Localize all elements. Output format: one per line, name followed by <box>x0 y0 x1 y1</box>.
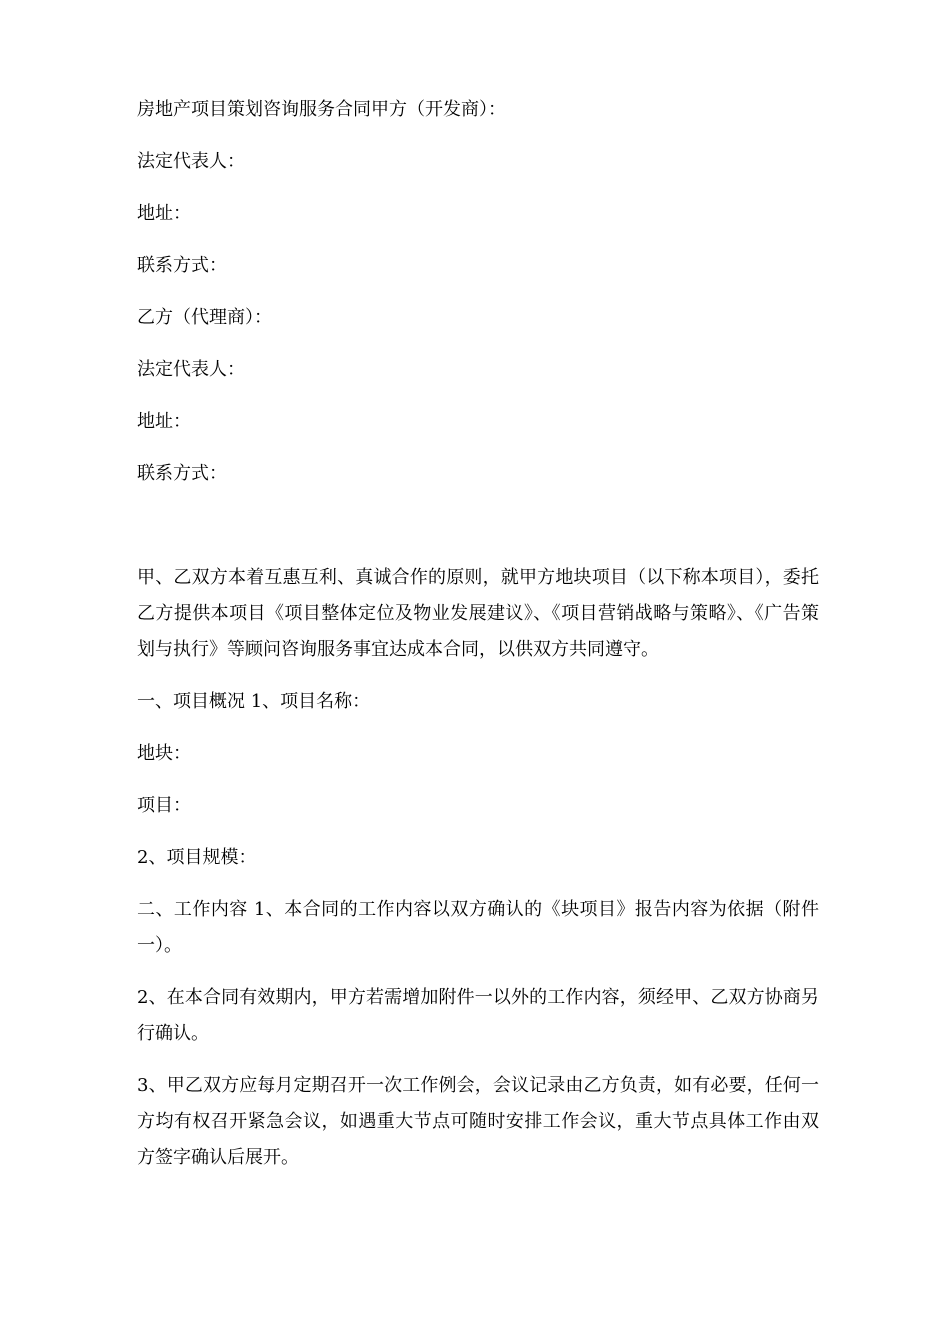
party-b-address: 地址： <box>137 411 191 432</box>
contract-body <box>137 92 819 1192</box>
party-a-heading: 房地产项目策划咨询服务合同甲方（开发商）： <box>137 99 506 120</box>
project-item: 项目： <box>137 795 191 816</box>
party-b-contact: 联系方式： <box>137 463 227 484</box>
party-a-contact: 联系方式： <box>137 255 227 276</box>
section-gap <box>137 508 819 560</box>
party-b-heading: 乙方（代理商）： <box>137 307 272 328</box>
party-a-legal-rep: 法定代表人： <box>137 151 245 172</box>
party-a-address: 地址： <box>137 203 191 224</box>
section-project-overview: 一、项目概况 1、项目名称： <box>137 691 371 712</box>
work-content-clause-3: 3、甲乙双方应每月定期召开一次工作例会，会议记录由乙方负责，如有必要，任何一方均有权召开紧急会议，如遇重大节点可随时安排工作会议，重大节点具体工作由双方签字确认后展开。 <box>137 1075 819 1168</box>
party-b-legal-rep: 法定代表人： <box>137 359 245 380</box>
project-scale: 2、项目规模： <box>137 847 257 868</box>
preamble-paragraph: 甲、乙双方本着互惠互利、真诚合作的原则，就甲方地块项目（以下称本项目），委托乙方提供本项目《项目整体定位及物业发展建议》、《项目营销战略与策略》、《广告策划与执行》等顾问咨询服务事宜达成本合同，以供双方共同遵守。 <box>137 567 819 660</box>
section-work-content: 二、工作内容 1、本合同的工作内容以双方确认的《块项目》报告内容为依据（附件一）。 <box>137 899 819 956</box>
work-content-clause-2: 2、在本合同有效期内，甲方若需增加附件一以外的工作内容，须经甲、乙双方协商另行确认。 <box>137 987 819 1044</box>
project-plot: 地块： <box>137 743 191 764</box>
